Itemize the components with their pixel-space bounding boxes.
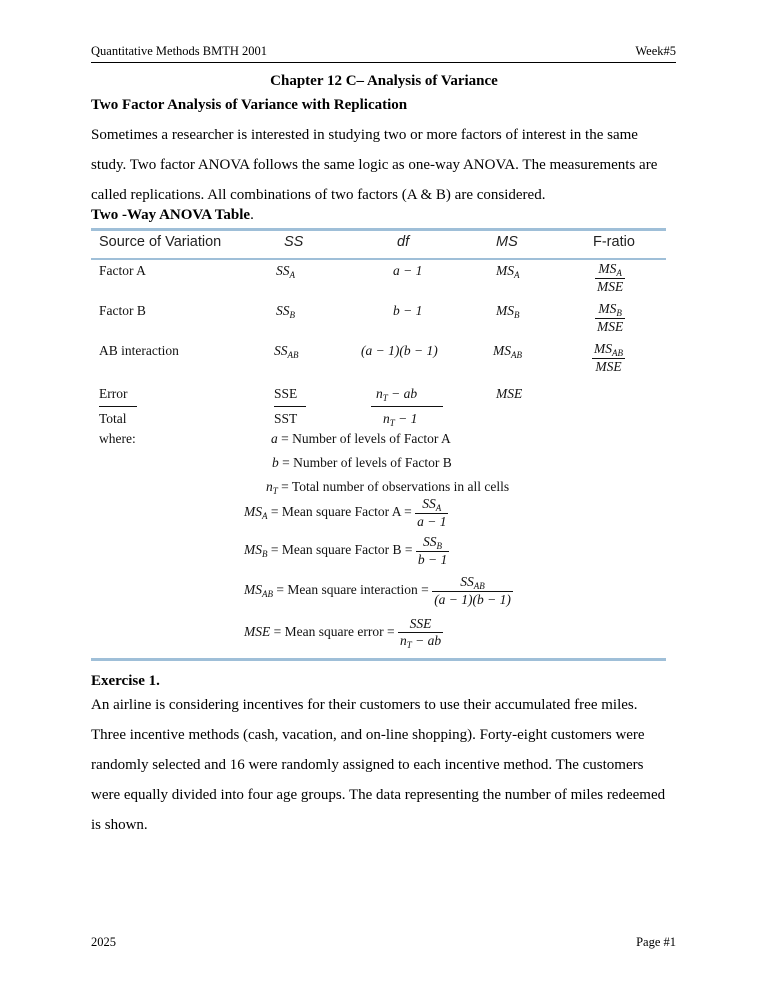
col-header-ms: MS xyxy=(496,234,518,250)
row-df-factor-a: a − 1 xyxy=(393,263,423,278)
row-ss-error: SSE xyxy=(274,386,298,401)
row-source-ab-interaction: AB interaction xyxy=(99,343,179,358)
col-header-source: Source of Variation xyxy=(99,234,222,250)
footer-year: 2025 xyxy=(91,935,116,949)
error-df-rule xyxy=(371,406,443,407)
row-ss-total: SST xyxy=(274,411,298,426)
footer-page: Page #1 xyxy=(636,935,676,949)
row-ms-factor-a: $MS_A$ xyxy=(496,263,520,280)
row-ss-ab-interaction: $SS_{AB}$ xyxy=(274,343,299,360)
table-header-rule xyxy=(91,258,666,260)
header-rule xyxy=(91,62,676,63)
row-ss-factor-a: $SS_A$ xyxy=(276,263,295,280)
row-df-total: $n_T - 1$ xyxy=(383,411,418,428)
table-bottom-rule xyxy=(91,658,666,661)
intro-line-1: Sometimes a researcher is interested in studying two or more factors of interest in the same xyxy=(91,127,638,143)
row-ms-error: MSE xyxy=(496,386,523,401)
row-f-ab-interaction: $\frac{MS_{AB}}{\text{MSE}}$ xyxy=(594,341,623,374)
exercise-line-3: randomly selected and 16 were randomly assigned to each incentive method. The customers xyxy=(91,757,644,773)
formula-mse: MSE = Mean square error = $\frac{\text{SSE}}{n_T - ab}$ xyxy=(244,616,442,650)
row-ms-ab-interaction: $MS_{AB}$ xyxy=(493,343,522,360)
row-source-factor-a: Factor A xyxy=(99,263,146,278)
exercise-line-1: An airline is considering incentives for their customers to use their accumulated free miles. xyxy=(91,697,638,713)
where-label: where: xyxy=(99,431,136,446)
formula-ms-a: $MS_A$ = Mean square Factor A = $\frac{SS_A}{a - 1}$ xyxy=(244,496,447,529)
definition-a: a = Number of levels of Factor A xyxy=(271,431,451,446)
definition-nt: $n_T$ = Total number of observations in all cells xyxy=(266,479,510,496)
header-week: Week#5 xyxy=(635,44,676,58)
row-source-factor-b: Factor B xyxy=(99,303,146,318)
row-df-factor-b: b − 1 xyxy=(393,303,423,318)
exercise-line-5: is shown. xyxy=(91,817,148,833)
error-source-rule xyxy=(99,406,137,407)
row-df-error: $n_T$ − ab xyxy=(376,386,418,403)
formula-ms-ab: $MS_{AB}$ = Mean square interaction = $\frac{SS_{AB}}{(a - 1)(b - 1)}$ xyxy=(244,574,511,607)
col-header-df: df xyxy=(397,234,410,250)
exercise-line-2: Three incentive methods (cash, vacation, and on-line shopping). Forty-eight customers were xyxy=(91,727,645,743)
table-heading: Two -Way ANOVA Table. xyxy=(91,207,254,223)
section-title: Two Factor Analysis of Variance with Replication xyxy=(91,97,408,113)
formula-ms-b: $MS_B$ = Mean square Factor B = $\frac{SS_B}{b - 1}$ xyxy=(244,534,448,567)
col-header-ss: SS xyxy=(284,234,304,250)
intro-line-3: called replications. All combinations of two factors (A & B) are considered. xyxy=(91,187,546,203)
header-course: Quantitative Methods BMTH 2001 xyxy=(91,44,268,58)
row-f-factor-b: $\frac{MS_B}{\text{MSE}}$ xyxy=(597,301,624,334)
definition-b: b = Number of levels of Factor B xyxy=(272,455,452,470)
row-ms-factor-b: $MS_B$ xyxy=(496,303,520,320)
row-f-factor-a: $\frac{MS_A}{\text{MSE}}$ xyxy=(597,261,624,294)
col-header-fratio: F-ratio xyxy=(593,234,635,250)
row-source-total: Total xyxy=(99,411,127,426)
exercise-title: Exercise 1. xyxy=(91,673,160,689)
table-top-rule xyxy=(91,228,666,231)
row-ss-factor-b: $SS_B$ xyxy=(276,303,295,320)
intro-line-2: study. Two factor ANOVA follows the same logic as one-way ANOVA. The measurements are xyxy=(91,157,658,173)
error-ss-rule xyxy=(274,406,306,407)
chapter-title: Chapter 12 C– Analysis of Variance xyxy=(270,73,498,89)
exercise-line-4: were equally divided into four age groups. The data representing the number of miles redeemed xyxy=(91,787,666,803)
row-source-error: Error xyxy=(99,386,128,401)
row-df-ab-interaction: (a − 1)(b − 1) xyxy=(361,343,438,358)
